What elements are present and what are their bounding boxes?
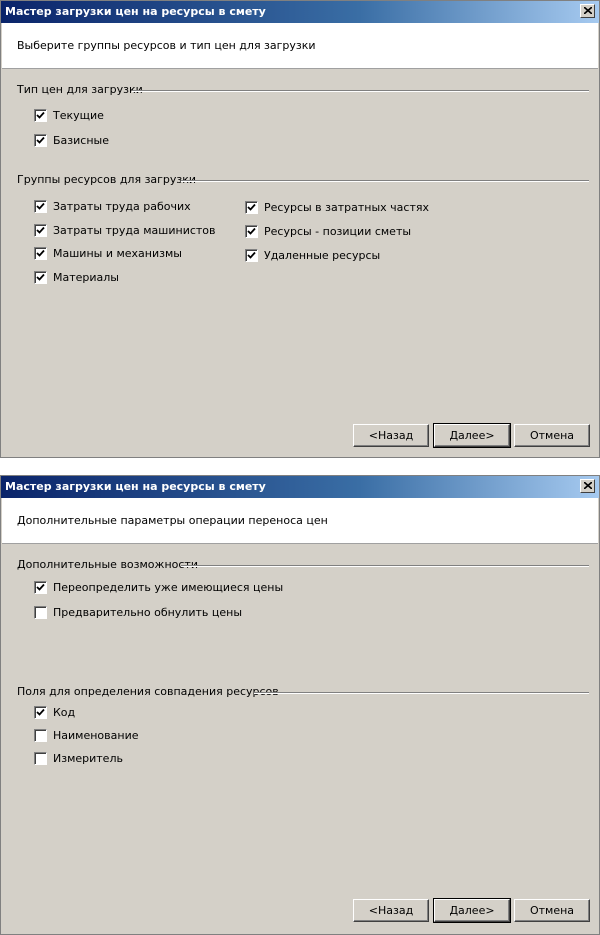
header-band xyxy=(2,23,598,69)
checkmark-icon xyxy=(36,202,45,211)
price-type-group-legend: Тип цен для загрузки xyxy=(17,83,143,96)
checkbox-box[interactable] xyxy=(34,271,47,284)
title-bar[interactable] xyxy=(1,1,599,23)
checkbox-box[interactable] xyxy=(34,729,47,742)
checkbox-box[interactable] xyxy=(245,201,258,214)
cancel-button[interactable]: Отмена xyxy=(514,424,590,447)
checkbox-override-prices[interactable] xyxy=(34,581,283,595)
extra-options-group-legend: Дополнительные возможности xyxy=(17,558,198,571)
wizard-dialog-options xyxy=(0,475,600,935)
checkbox-labor-operators[interactable] xyxy=(34,224,216,238)
checkmark-icon xyxy=(36,273,45,282)
resource-group-legend: Группы ресурсов для загрузки xyxy=(17,173,197,186)
checkmark-icon xyxy=(36,136,45,145)
window-title: Мастер загрузки цен на ресурсы в смету xyxy=(5,480,266,493)
checkbox-label: Базисные xyxy=(53,134,109,147)
step-description: Дополнительные параметры операции переноса цен xyxy=(17,514,328,527)
checkbox-label: Измеритель xyxy=(53,752,123,765)
back-button[interactable]: <Назад xyxy=(353,899,429,922)
checkbox-box[interactable] xyxy=(34,224,47,237)
checkbox-label: Машины и механизмы xyxy=(53,247,182,260)
checkbox-machines[interactable] xyxy=(34,247,182,261)
checkbox-box[interactable] xyxy=(34,200,47,213)
checkbox-label: Наименование xyxy=(53,729,139,742)
next-button[interactable]: Далее> xyxy=(434,899,510,922)
checkmark-icon xyxy=(36,708,45,717)
checkbox-materials[interactable] xyxy=(34,271,119,285)
checkbox-deleted-resources[interactable] xyxy=(245,249,380,263)
checkmark-icon xyxy=(36,226,45,235)
step-description: Выберите группы ресурсов и тип цен для загрузки xyxy=(17,39,316,52)
checkbox-label: Удаленные ресурсы xyxy=(264,249,381,262)
checkbox-label: Затраты труда рабочих xyxy=(53,200,191,213)
group-divider xyxy=(181,565,589,567)
checkbox-unit[interactable] xyxy=(34,752,123,766)
checkbox-box[interactable] xyxy=(245,225,258,238)
group-divider xyxy=(254,692,589,694)
next-button[interactable]: Далее> xyxy=(434,424,510,447)
checkbox-name[interactable] xyxy=(34,729,138,743)
checkbox-label: Ресурсы - позиции сметы xyxy=(264,225,412,238)
checkmark-icon xyxy=(36,111,45,120)
checkbox-code[interactable] xyxy=(34,706,75,720)
cancel-button[interactable]: Отмена xyxy=(514,899,590,922)
title-bar[interactable] xyxy=(1,476,599,498)
close-icon xyxy=(584,7,592,14)
checkmark-icon xyxy=(247,203,256,212)
close-button[interactable] xyxy=(580,4,595,18)
close-icon xyxy=(584,482,592,489)
checkbox-labor-workers[interactable] xyxy=(34,200,191,214)
checkbox-box[interactable] xyxy=(34,109,47,122)
checkbox-box[interactable] xyxy=(34,606,47,619)
checkmark-icon xyxy=(247,227,256,236)
match-fields-group-legend: Поля для определения совпадения ресурсов xyxy=(17,685,279,698)
header-band xyxy=(2,498,598,544)
checkbox-box[interactable] xyxy=(34,581,47,594)
checkmark-icon xyxy=(36,583,45,592)
checkbox-label: Предварительно обнулить цены xyxy=(53,606,243,619)
checkbox-label: Ресурсы в затратных частях xyxy=(264,201,429,214)
group-divider xyxy=(132,90,589,92)
checkbox-current-prices[interactable] xyxy=(34,109,104,123)
checkbox-cost-part-resources[interactable] xyxy=(245,201,429,215)
checkbox-box[interactable] xyxy=(34,247,47,260)
checkbox-base-prices[interactable] xyxy=(34,134,109,148)
checkmark-icon xyxy=(36,249,45,258)
back-button[interactable]: <Назад xyxy=(353,424,429,447)
group-divider xyxy=(181,180,589,182)
checkbox-label: Переопределить уже имеющиеся цены xyxy=(53,581,284,594)
checkbox-estimate-position-resources[interactable] xyxy=(245,225,411,239)
checkbox-box[interactable] xyxy=(245,249,258,262)
checkbox-reset-prices[interactable] xyxy=(34,606,242,620)
checkbox-label: Затраты труда машинистов xyxy=(53,224,216,237)
wizard-dialog-resources xyxy=(0,0,600,458)
checkbox-label: Материалы xyxy=(53,271,119,284)
checkbox-box[interactable] xyxy=(34,752,47,765)
close-button[interactable] xyxy=(580,479,595,493)
checkbox-label: Код xyxy=(53,706,76,719)
checkbox-label: Текущие xyxy=(53,109,104,122)
window-title: Мастер загрузки цен на ресурсы в смету xyxy=(5,5,266,18)
checkbox-box[interactable] xyxy=(34,134,47,147)
checkbox-box[interactable] xyxy=(34,706,47,719)
checkmark-icon xyxy=(247,251,256,260)
